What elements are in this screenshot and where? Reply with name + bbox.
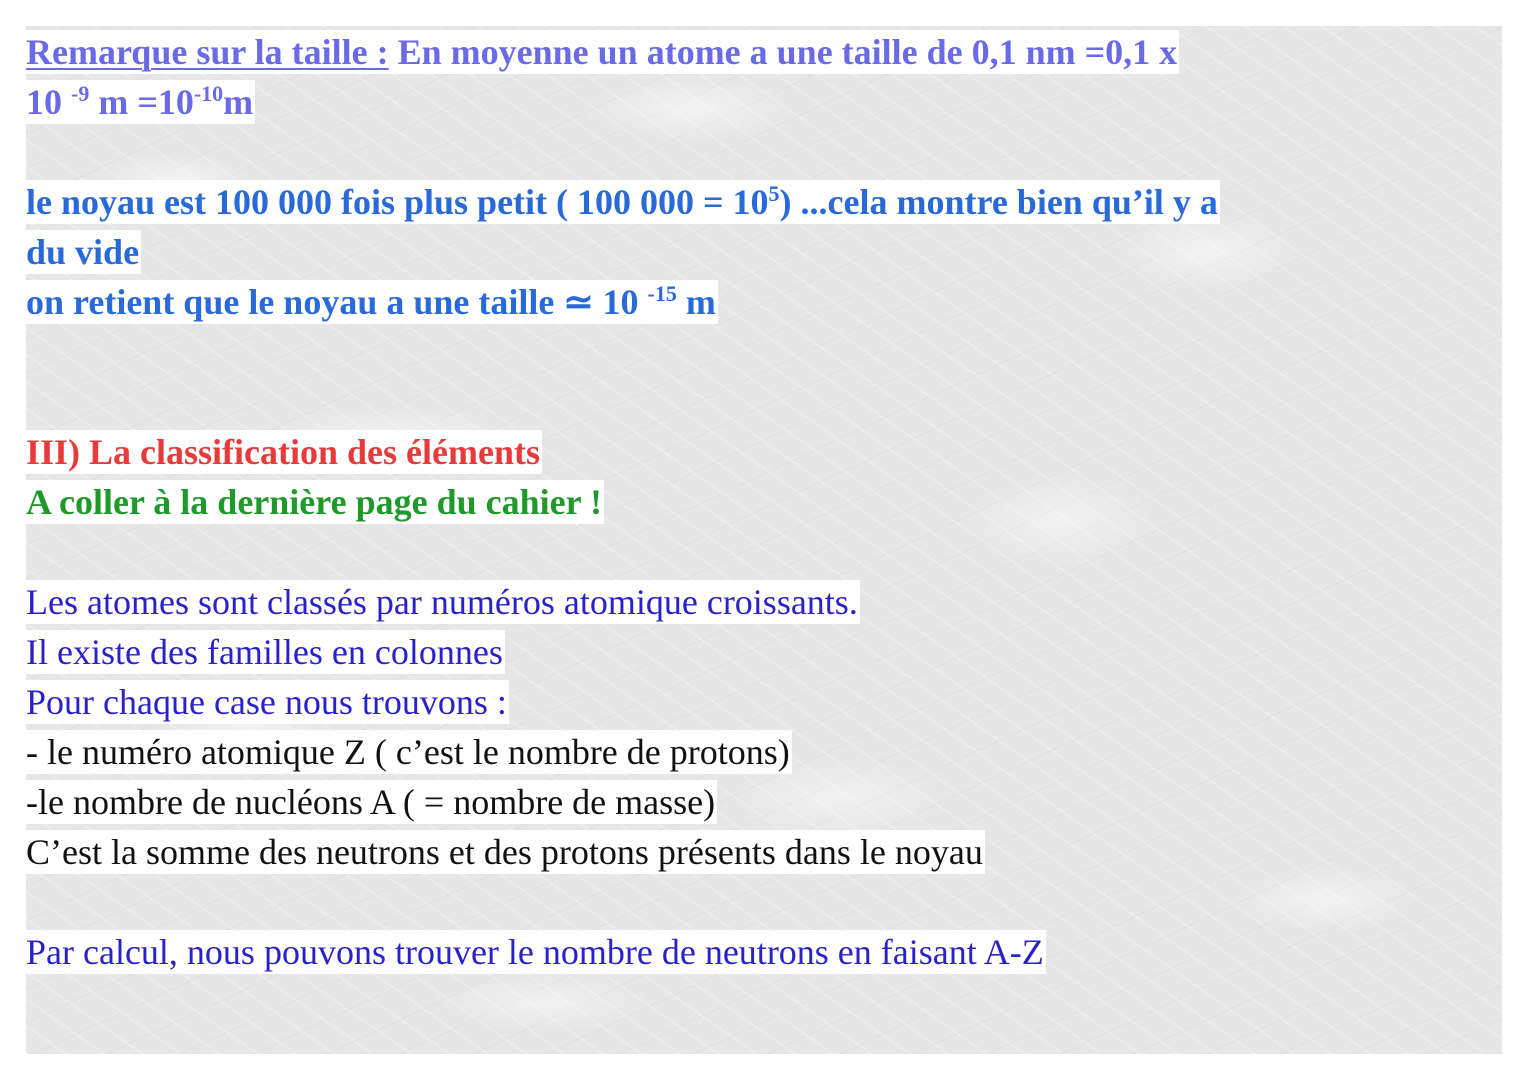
body-line-1: Les atomes sont classés par numéros atomique croissants. xyxy=(26,582,858,622)
body-line-7: Par calcul, nous pouvons trouver le nombre de neutrons en faisant A-Z xyxy=(26,932,1044,972)
remark-mid: m =10 xyxy=(89,82,194,122)
remark-line-2 xyxy=(26,80,255,124)
remark-label: Remarque sur la taille : xyxy=(26,32,389,72)
noyau-exponent: 5 xyxy=(768,181,780,206)
slide-page xyxy=(26,26,1502,1054)
section-heading: III) La classification des éléments xyxy=(26,432,540,472)
body-line-4: - le numéro atomique Z ( c’est le nombre de protons) xyxy=(26,732,790,772)
noyau-line-2: du vide xyxy=(26,232,140,272)
remark-unit: m xyxy=(223,82,254,122)
remark-exponent-1: -9 xyxy=(71,81,90,106)
noyau-line-1 xyxy=(26,180,1220,224)
body-line-3: Pour chaque case nous trouvons : xyxy=(26,682,507,722)
noyau-post: ) ...cela montre bien qu’il y a xyxy=(779,182,1218,222)
section-note: A coller à la dernière page du cahier ! xyxy=(26,482,602,522)
noyau-size-exponent: -15 xyxy=(647,281,677,306)
noyau-size-post: m xyxy=(676,282,716,322)
body-line-2: Il existe des familles en colonnes xyxy=(26,632,503,672)
noyau-size-pre: on retient que le noyau a une taille ≃ 10 xyxy=(26,282,648,322)
remark-line-1 xyxy=(26,30,1179,74)
remark-base: 10 xyxy=(26,82,71,122)
noyau-pre: le noyau est 100 000 fois plus petit ( 100 000 = 10 xyxy=(26,182,769,222)
remark-text: En moyenne un atome a une taille de 0,1 nm =0,1 x xyxy=(388,32,1178,72)
remark-exponent-2: -10 xyxy=(193,81,224,106)
noyau-line-3 xyxy=(26,280,718,324)
body-line-5: -le nombre de nucléons A ( = nombre de masse) xyxy=(26,782,716,822)
body-line-6: C’est la somme des neutrons et des protons présents dans le noyau xyxy=(26,832,983,872)
